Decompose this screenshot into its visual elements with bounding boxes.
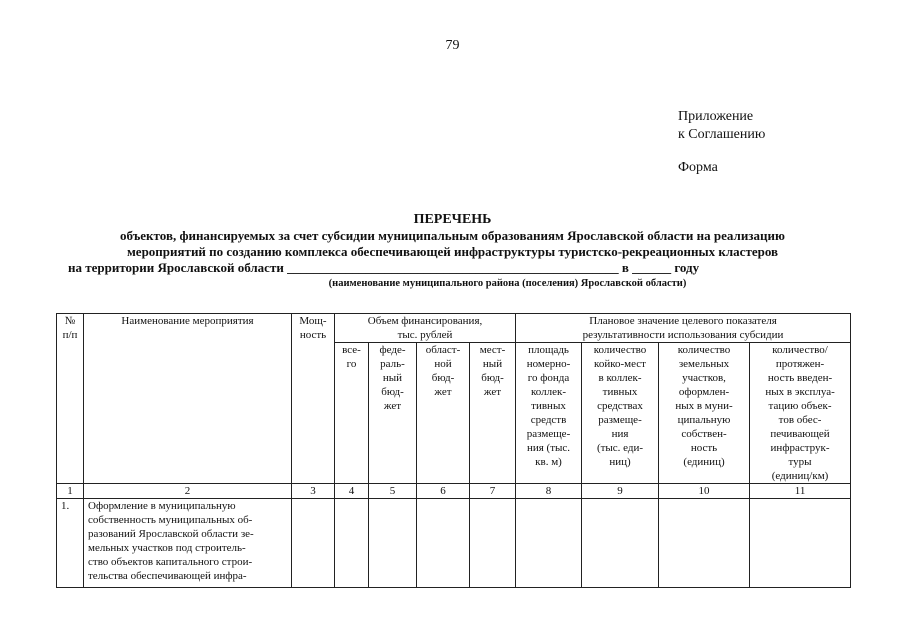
row-capacity-cell [292,499,335,588]
document-title: ПЕРЕЧЕНЬ [413,212,492,227]
header-name: Наименование мероприятия [84,314,292,484]
row-length-cell [750,499,851,588]
column-number: 6 [417,484,470,499]
row-total-cell [335,499,369,588]
column-number: 7 [470,484,516,499]
header-row-1 [57,314,851,343]
subtitle-line-3: на территории Ярославской области ___________________________________________________ в ______ году [68,260,700,275]
row-plots-cell [659,499,750,588]
header-federal: феде- раль- ный бюд- жет [369,343,417,484]
header-plots: количество земельных участков, оформлен- ных в муни- ципальную собствен- ность (единиц) [659,343,750,484]
column-number: 3 [292,484,335,499]
header-local: мест- ный бюд- жет [470,343,516,484]
appendix-line-1: Приложение [678,109,754,124]
header-area: площадь номерно- го фонда коллек- тивных средств размеще- ния (тыс. кв. м) [516,343,582,484]
column-number: 1 [57,484,84,499]
column-number: 10 [659,484,750,499]
subtitle-line-1: объектов, финансируемых за счет субсидии муниципальным образованиям Ярославской области на реализацию [120,228,785,243]
row-number: 1. [57,499,84,588]
column-number: 5 [369,484,417,499]
column-number: 8 [516,484,582,499]
column-number: 9 [582,484,659,499]
column-number: 11 [750,484,851,499]
column-number: 4 [335,484,369,499]
row-name: Оформление в муниципальную собственность муниципальных об- разований Ярославской области зе- мельных участков под строитель- ство объектов капитального строи- тельства обеспечивающей инфра- [84,499,292,588]
row-federal-cell [369,499,417,588]
title-block [40,212,865,290]
column-number: 2 [84,484,292,499]
row-regional-cell [417,499,470,588]
table-row [57,499,851,588]
header-regional: област- ной бюд- жет [417,343,470,484]
row-local-cell [470,499,516,588]
underline-caption: (наименование муниципального района (поселения) Ярославской области) [328,278,687,289]
page-number: 79 [445,38,460,53]
subtitle-line-2: мероприятий по созданию комплекса обеспечивающей инфраструктуры туристско-рекреационных кластеров [126,244,779,259]
objects-table [56,313,851,588]
header-capacity: Мощ- ность [292,314,335,484]
header-funding-group: Объем финансирования, тыс. рублей [335,314,516,343]
row-beds-cell [582,499,659,588]
column-number-row [57,484,851,499]
header-total: все- го [335,343,369,484]
header-beds: количество койко-мест в коллек- тивных средствах размеще- ния (тыс. еди- ниц) [582,343,659,484]
row-area-cell [516,499,582,588]
header-indicator-group: Плановое значение целевого показателя результативности использования субсидии [516,314,851,343]
appendix-note [678,108,765,144]
form-label: Форма [678,160,718,175]
appendix-line-2: к Соглашению [678,127,766,142]
header-length: количество/ протяжен- ность введен- ных в эксплуа- тацию объек- тов обес- печивающей инфраструк- туры (единиц/км) [750,343,851,484]
header-num: № п/п [57,314,84,484]
